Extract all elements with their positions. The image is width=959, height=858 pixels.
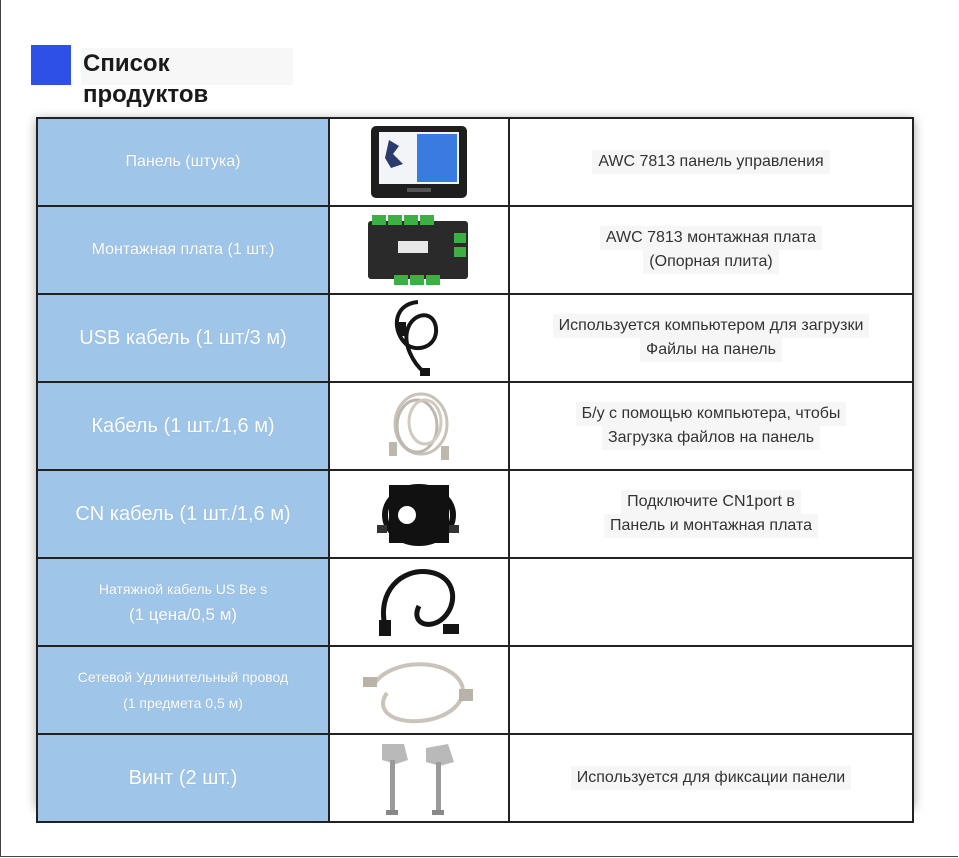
product-name: Панель (штука) <box>37 118 329 206</box>
table-row <box>37 118 913 206</box>
product-description: AWC 7813 панель управления <box>509 118 913 206</box>
table-row <box>37 470 913 558</box>
product-description <box>509 646 913 734</box>
product-image <box>329 382 509 470</box>
product-image <box>329 558 509 646</box>
control-panel-icon <box>369 124 469 200</box>
product-description: Подключите CN1port в Панель и монтажная плата <box>509 470 913 558</box>
product-table <box>36 117 914 807</box>
mounting-board-icon <box>364 213 474 287</box>
table-row <box>37 734 913 822</box>
title-accent-square <box>31 45 71 85</box>
page-title: Список продуктов <box>81 48 293 85</box>
network-extension-cable-icon <box>361 653 477 727</box>
product-image <box>329 470 509 558</box>
product-name: Кабель (1 шт./1,6 м) <box>37 382 329 470</box>
product-image <box>329 118 509 206</box>
table-row <box>37 558 913 646</box>
product-name: Винт (2 шт.) <box>37 734 329 822</box>
product-name: USB кабель (1 шт/3 м) <box>37 294 329 382</box>
table-row <box>37 294 913 382</box>
screw-bracket-icon <box>374 738 464 818</box>
table-row <box>37 382 913 470</box>
table-row <box>37 206 913 294</box>
usb-extension-cable-icon <box>371 562 467 642</box>
product-name: CN кабель (1 шт./1,6 м) <box>37 470 329 558</box>
grey-cable-icon <box>381 386 457 466</box>
product-name: Сетевой Удлинительный провод (1 предмета 0,5 м) <box>37 646 329 734</box>
product-image <box>329 206 509 294</box>
product-description <box>509 558 913 646</box>
table-row <box>37 646 913 734</box>
product-image <box>329 294 509 382</box>
product-description: Используется компьютером для загрузки Файлы на панель <box>509 294 913 382</box>
cn-cable-icon <box>377 479 461 549</box>
product-description: AWC 7813 монтажная плата (Опорная плита) <box>509 206 913 294</box>
product-name: Монтажная плата (1 шт.) <box>37 206 329 294</box>
product-name: Натяжной кабель US Be s (1 цена/0,5 м) <box>37 558 329 646</box>
product-image <box>329 734 509 822</box>
product-description: Б/у с помощью компьютера, чтобы Загрузка файлов на панель <box>509 382 913 470</box>
usb-cable-icon <box>384 298 454 378</box>
product-image <box>329 646 509 734</box>
product-description: Используется для фиксации панели <box>509 734 913 822</box>
